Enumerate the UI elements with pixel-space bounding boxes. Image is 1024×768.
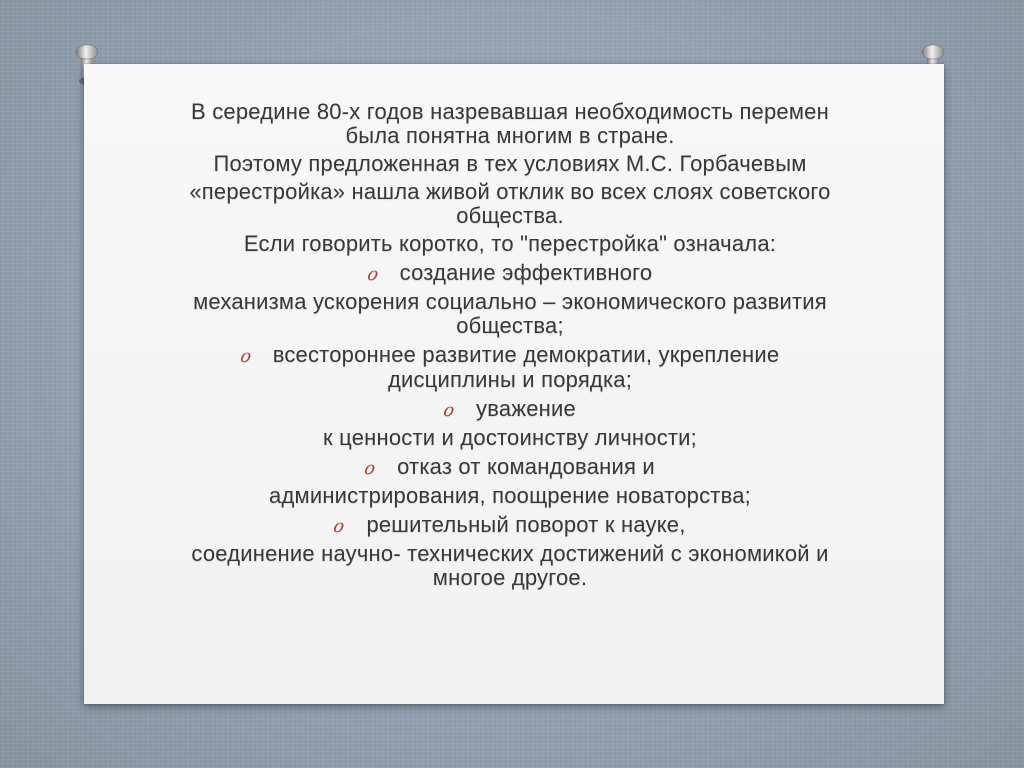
paragraph-line: Если говорить коротко, то "перестройка" означала: xyxy=(243,231,777,256)
paragraph-line: была понятна многим в стране. xyxy=(345,123,675,148)
bullet-continuation: механизма ускорения социально – экономического развития xyxy=(193,289,827,314)
bullet-head: уважение xyxy=(476,396,576,421)
bullet-head: решительный поворот к науке, xyxy=(366,512,686,537)
bullet-icon: o xyxy=(238,345,254,367)
bullet-item xyxy=(120,397,900,422)
bullet-continuation: общества; xyxy=(456,313,564,338)
bullet-item xyxy=(120,513,900,538)
slide-text xyxy=(120,100,900,590)
bullet-continuation: соединение научно- технических достижений с экономикой и xyxy=(191,541,829,566)
bullet-icon: o xyxy=(365,263,381,285)
paragraph-line: Поэтому предложенная в тех условиях М.С. Горбачевым xyxy=(213,151,807,176)
bullet-icon: o xyxy=(441,399,457,421)
bullet-icon: o xyxy=(332,515,347,537)
bullet-head: всестороннее развитие демократии, укрепление xyxy=(272,342,780,367)
paragraph-line: общества. xyxy=(456,203,564,228)
bullet-head: создание эффективного xyxy=(399,260,653,285)
bullet-continuation: дисциплины и порядка; xyxy=(387,367,633,392)
bullet-head: отказ от командования и xyxy=(397,454,655,479)
paragraph-line: В середине 80-х годов назревавшая необходимость перемен xyxy=(191,99,829,124)
bullet-continuation: администрирования, поощрение новаторства; xyxy=(269,483,751,508)
bullet-continuation: к ценности и достоинству личности; xyxy=(323,425,697,450)
bullet-item xyxy=(120,455,900,480)
bullet-item xyxy=(120,343,900,368)
bullet-icon: o xyxy=(362,457,378,479)
bullet-item xyxy=(120,261,900,286)
bullet-continuation: многое другое. xyxy=(432,565,588,590)
paragraph-line: «перестройка» нашла живой отклик во всех слоях советского xyxy=(189,179,831,204)
